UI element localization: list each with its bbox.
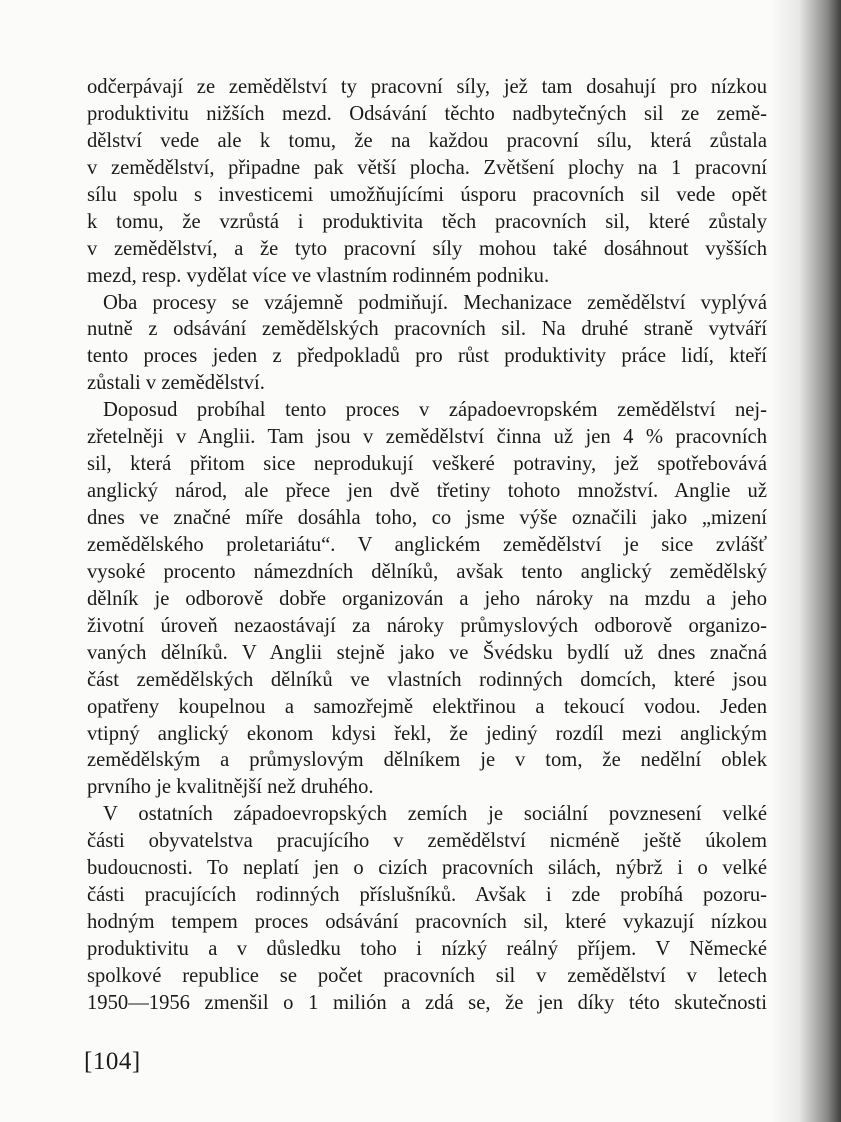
text-line: hodným tempem proces odsávání pracovních sil, které vykazují nízkou (87, 911, 767, 934)
paragraph (87, 801, 767, 1017)
text-line: sílu spolu s investicemi umožňujícími úsporu pracovních sil vede opět (87, 183, 767, 206)
text-line: zůstali v zemědělství. (87, 372, 265, 395)
paragraph (87, 74, 767, 290)
text-line: k tomu, že vzrůstá i produktivita těch pracovních sil, které zůstaly (87, 210, 767, 233)
text-line: vtipný anglický ekonom kdysi řekl, že jediný rozdíl mezi anglickým (87, 722, 767, 745)
text-line: odčerpávají ze zemědělství ty pracovní síly, jež tam dosahují pro nízkou (87, 76, 767, 98)
text-line: vaných dělníků. V Anglii stejně jako ve Švédsku bydlí už dnes značná (87, 641, 767, 664)
text-line: nutně z odsávání zemědělských pracovních sil. Na druhé straně vytváří (87, 318, 767, 341)
text-line: budoucnosti. To neplatí jen o cizích pracovních silách, nýbrž i o velké (87, 857, 767, 880)
text-line: životní úroveň nezaostávají za nároky průmyslových odborově organizo- (87, 614, 767, 637)
text-line: zemědělským a průmyslovým dělníkem je v tom, že nedělní oblek (87, 749, 767, 772)
text-line: 1950—1956 zmenšil o 1 milión a zdá se, že jen díky této skutečnosti (87, 991, 767, 1014)
text-line: zřetelněji v Anglii. Tam jsou v zemědělství činna už jen 4 % pracovních (87, 426, 767, 449)
text-line: tento proces jeden z předpokladů pro růst produktivity práce lidí, kteří (87, 345, 767, 368)
text-line: prvního je kvalitnější než druhého. (87, 776, 374, 799)
text-line: část zemědělských dělníků ve vlastních rodinných domcích, které jsou (87, 668, 767, 691)
text-line: dnes ve značné míře dosáhla toho, co jsme výše označili jako „mizení (87, 507, 767, 529)
text-line: mezd, resp. vydělat více ve vlastním rodinném podniku. (87, 264, 550, 287)
text-line: anglický národ, ale přece jen dvě třetiny tohoto množství. Anglie už (87, 480, 767, 503)
text-line: Doposud probíhal tento proces v západoevropském zemědělství nej- (103, 399, 767, 422)
text-line: části obyvatelstva pracujícího v zemědělství nicméně ještě úkolem (87, 830, 767, 853)
text-line: vysoké procento námezdních dělníků, avšak tento anglický zemědělský (87, 560, 767, 583)
paragraph (87, 397, 767, 801)
text-line: opatřeny koupelnou a samozřejmě elektřinou a tekoucí vodou. Jeden (87, 695, 767, 718)
text-line: produktivitu nižších mezd. Odsávání těchto nadbytečných sil ze země- (87, 102, 767, 125)
text-line: části pracujících rodinných příslušníků. Avšak i zde probíhá pozoru- (87, 884, 767, 907)
text-line: V ostatních západoevropských zemích je sociální povznesení velké (103, 803, 767, 826)
text-line: produktivitu a v důsledku toho i nízký reálný příjem. V Německé (87, 938, 767, 960)
page-number: [104] (84, 1048, 141, 1075)
text-line: dělník je odborově dobře organizován a jeho nároky na mzdu a jeho (87, 587, 767, 610)
text-line: spolkové republice se počet pracovních sil v zemědělství v letech (87, 964, 767, 987)
text-line: v zemědělství, a že tyto pracovní síly mohou také dosáhnout vyšších (87, 237, 767, 260)
text-line: v zemědělství, připadne pak větší plocha. Zvětšení plochy na 1 pracovní (87, 156, 767, 179)
body-text (87, 74, 767, 1017)
paragraph (87, 290, 767, 398)
text-line: Oba procesy se vzájemně podmiňují. Mechanizace zemědělství vyplývá (103, 291, 767, 314)
text-line: dělství vede ale k tomu, že na každou pracovní sílu, která zůstala (87, 129, 767, 152)
text-line: sil, která přitom sice neprodukují veškeré potraviny, jež spotřebovává (87, 453, 767, 476)
text-line: zemědělského proletariátu“. V anglickém zemědělství je sice zvlášť (87, 533, 767, 556)
scan-edge-shadow (771, 0, 841, 1122)
